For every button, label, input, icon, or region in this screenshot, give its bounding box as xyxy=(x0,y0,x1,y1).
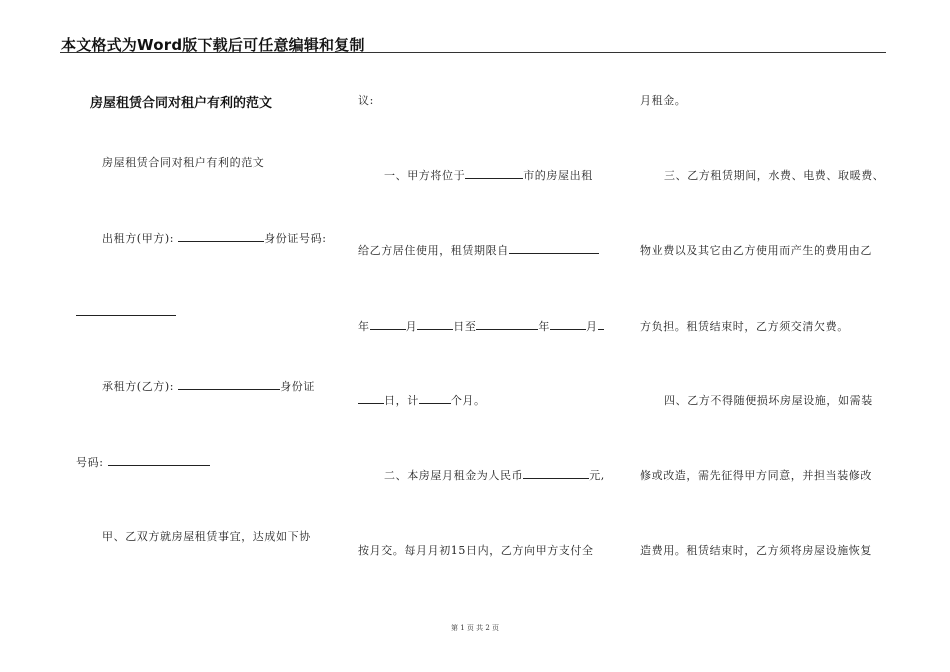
col3-line-3: 物业费以及其它由乙方使用而产生的费用由乙 xyxy=(640,244,872,257)
col3-line-5: 四、乙方不得随便损坏房屋设施，如需装 xyxy=(664,394,873,407)
col2-line-4 xyxy=(358,318,604,334)
clause-1-start: 一、甲方将位于 xyxy=(384,169,466,182)
lessee-name-blank[interactable] xyxy=(178,379,280,390)
col3-line-4: 方负担。租赁结束时，乙方须交清欠费。 xyxy=(640,320,849,333)
lessor-id-blank[interactable] xyxy=(76,305,176,316)
lessee-label: 承租方(乙方): xyxy=(102,380,175,393)
clause-1-rent-out: 市的房屋出租 xyxy=(523,169,593,182)
col2-line-6 xyxy=(384,467,605,483)
lessee-id-blank[interactable] xyxy=(108,455,210,466)
col2-line-3 xyxy=(358,242,599,258)
months-label: 个月。 xyxy=(450,394,486,407)
col2-line-2 xyxy=(384,167,593,183)
col1-line-6: 甲、乙双方就房屋租赁事宜，达成如下协 xyxy=(102,530,311,543)
lease-start-blank[interactable] xyxy=(509,243,599,254)
day-blank-2[interactable] xyxy=(358,393,384,404)
col3-line-1: 月租金。 xyxy=(640,94,687,107)
clause-2-rent: 二、本房屋月租金为人民币 xyxy=(384,469,524,482)
lessee-id-label-2: 号码: xyxy=(76,456,104,469)
total-label: 日，计 xyxy=(384,394,419,407)
rent-amount-blank[interactable] xyxy=(523,468,589,479)
document-title: 房屋租赁合同对租户有利的范文 xyxy=(90,96,273,111)
day-blank-1[interactable] xyxy=(417,319,453,330)
months-count-blank[interactable] xyxy=(419,393,451,404)
col1-line-3 xyxy=(76,305,176,319)
id-number-label: 身份证号码: xyxy=(264,232,327,245)
document-header: 本文格式为Word版下载后可任意编辑和复制 xyxy=(61,36,365,54)
col1-line-2 xyxy=(102,230,327,246)
yuan-label: 元, xyxy=(589,469,605,482)
year-blank-2[interactable] xyxy=(476,319,538,330)
col1-line-1: 房屋租赁合同对租户有利的范文 xyxy=(102,156,265,169)
month-blank-1[interactable] xyxy=(370,319,406,330)
col1-line-4 xyxy=(102,378,315,394)
month-label-1: 月 xyxy=(405,320,418,333)
month-blank-2[interactable] xyxy=(550,319,586,330)
col1-line-5 xyxy=(76,454,210,470)
year-label-2: 年 xyxy=(538,320,551,333)
header-divider xyxy=(60,52,886,53)
col2-line-1: 议: xyxy=(358,94,374,107)
lessor-label: 出租方(甲方): xyxy=(102,232,175,245)
day-to-label: 日至 xyxy=(453,320,477,333)
lessee-id-label: 身份证 xyxy=(280,380,316,393)
day-blank-2a[interactable] xyxy=(598,319,604,330)
col3-line-6: 修或改造，需先征得甲方同意，并担当装修改 xyxy=(640,469,872,482)
col2-line-5 xyxy=(358,392,486,408)
lease-period-label: 给乙方居住使用，租赁期限自 xyxy=(358,244,509,257)
city-blank[interactable] xyxy=(465,168,523,179)
col2-line-7: 按月交。每月月初15日内，乙方向甲方支付全 xyxy=(358,544,594,557)
page-number: 第 1 页 共 2 页 xyxy=(450,624,500,632)
year-label-1: 年 xyxy=(358,320,370,333)
lessor-name-blank[interactable] xyxy=(178,231,264,242)
col3-line-7: 造费用。租赁结束时，乙方须将房屋设施恢复 xyxy=(640,544,872,557)
col3-line-2: 三、乙方租赁期间，水费、电费、取暖费、 xyxy=(664,169,885,182)
month-label-2: 月 xyxy=(586,320,598,333)
